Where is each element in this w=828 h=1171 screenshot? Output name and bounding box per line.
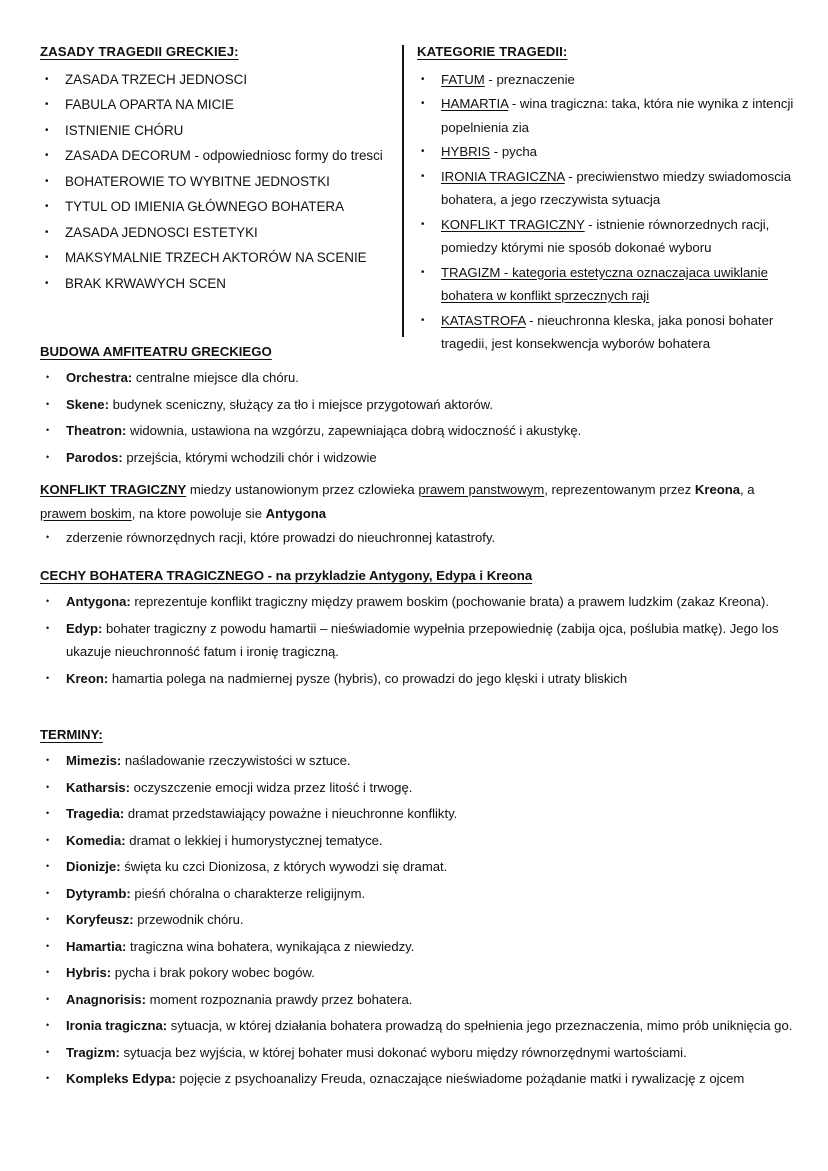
list-item	[40, 246, 390, 270]
list-item	[417, 92, 813, 139]
termin-description: dramat przedstawiający poważne i nieuchronne konflikty.	[124, 806, 458, 822]
zasada-label: ISTNIENIE CHÓRU	[65, 122, 184, 138]
termin-term: Mimezis:	[66, 753, 122, 769]
zasada-label: FABULA OPARTA NA MICIE	[65, 97, 234, 112]
kategoria-term: FATUM	[441, 71, 485, 87]
konflikt-text-3: , a	[740, 482, 755, 497]
termin-term: Tragizm:	[66, 1044, 120, 1060]
paragraph-konflikt-tragiczny	[40, 478, 795, 526]
amfiteatr-element-term: Parodos:	[66, 449, 123, 465]
list-item	[40, 221, 390, 245]
list-item	[40, 617, 795, 664]
termin-term: Katharsis:	[66, 779, 131, 795]
list-item	[417, 213, 813, 260]
konflikt-text-2: , reprezentowanym przez	[544, 482, 695, 497]
list-item	[40, 882, 795, 906]
amfiteatr-element-description: przejścia, którymi wchodzili chór i widzowie	[122, 449, 377, 465]
termin-description: naśladowanie rzeczywistości w sztuce.	[121, 753, 351, 769]
konflikt-bold-antygona: Antygona	[265, 506, 326, 521]
termin-description: oczyszczenie emocji widza przez litość i trwogę.	[130, 779, 413, 795]
section-budowa-amfiteatru	[40, 343, 795, 472]
konflikt-text-1: miedzy ustanowionym przez czlowieka	[186, 482, 419, 497]
heading-kategorie-tragedii: KATEGORIE TRAGEDII:	[417, 44, 568, 59]
termin-term: Hybris:	[66, 965, 112, 981]
list-item	[40, 393, 795, 417]
amfiteatr-element-description: budynek sceniczny, służący za tło i miejsce przygotowań aktorów.	[108, 396, 493, 412]
list-item	[40, 749, 795, 773]
amfiteatr-element-term: Skene:	[66, 396, 109, 412]
list-item	[40, 1041, 795, 1065]
list-item	[40, 526, 795, 550]
konflikt-text-4: , na ktore powoluje sie	[131, 506, 266, 521]
kategoria-description: - preciwienstwo miedzy swiadomoscia bohatera, a jego rzeczywista sytuacja	[441, 168, 792, 207]
list-item	[40, 119, 390, 143]
list-item	[40, 590, 795, 614]
kategoria-term: KATASTROFA	[441, 312, 526, 328]
kategoria-term: KONFLIKT TRAGICZNY	[441, 216, 585, 232]
list-item	[40, 802, 795, 826]
zasada-label: BOHATEROWIE TO WYBITNE JEDNOSTKI	[65, 173, 330, 189]
cecha-bohatera-description: hamartia polega na nadmiernej pysze (hybris), co prowadzi do jego klęski i utraty bliskich	[108, 670, 628, 686]
cecha-bohatera-description: bohater tragiczny z powodu hamartii – nieświadomie wypełnia przepowiednię (zabija ojca, poślubia matkę). Jego los ukazuje nieuchronność fatum i ironię tragiczną.	[66, 620, 779, 660]
amfiteatr-element-term: Theatron:	[66, 423, 127, 439]
section-cechy-bohatera	[40, 567, 795, 693]
termin-term: Anagnorisis:	[66, 991, 147, 1007]
column-divider-line	[402, 45, 404, 337]
termin-term: Hamartia:	[66, 938, 127, 954]
list-item	[40, 419, 795, 443]
cecha-bohatera-term: Antygona:	[66, 594, 131, 610]
list-item	[417, 140, 813, 164]
section-terminy	[40, 726, 795, 1094]
kategoria-description: - pycha	[490, 144, 538, 159]
termin-description: święta ku czci Dionizosa, z których wywodzi się dramat.	[120, 859, 448, 875]
termin-description: dramat o lekkiej i humorystycznej tematyce.	[125, 832, 383, 848]
list-item	[40, 170, 390, 194]
list-item	[40, 93, 390, 117]
zasada-label: ZASADA JEDNOSCI ESTETYKI	[65, 224, 258, 240]
zasada-label: ZASADA TRZECH JEDNOSCI	[65, 71, 248, 87]
termin-description: sytuacja, w której działania bohatera prowadzą do spełnienia jego przeznaczenia, mimo prób uniknięcia go.	[167, 1018, 793, 1034]
kategoria-term: TRAGIZM	[441, 264, 501, 280]
zasada-label: MAKSYMALNIE TRZECH AKTORÓW NA SCENIE	[65, 250, 367, 265]
termin-term: Komedia:	[66, 832, 126, 848]
list-budowa-amfiteatru	[40, 366, 795, 469]
termin-description: przewodnik chóru.	[133, 912, 244, 928]
heading-budowa-amfiteatru: BUDOWA AMFITEATRU GRECKIEGO	[40, 344, 272, 359]
list-item	[417, 68, 813, 92]
list-cechy-bohatera	[40, 590, 795, 690]
heading-cechy-part-1: CECHY BOHATERA TRAGICZNEGO -	[40, 568, 276, 583]
cecha-bohatera-term: Edyp:	[66, 620, 103, 636]
heading-cechy-bohatera	[40, 567, 795, 584]
list-konflikt-tragiczny	[40, 526, 795, 550]
list-kategorie-tragedii	[417, 68, 813, 356]
top-two-column-block	[0, 0, 828, 351]
list-item	[40, 1014, 795, 1038]
termin-term: Tragedia:	[66, 806, 125, 822]
list-zasady-tragedii	[40, 68, 390, 296]
konflikt-underline-prawem-boskim: prawem boskim	[40, 506, 132, 521]
amfiteatr-element-description: centralne miejsce dla chóru.	[132, 370, 299, 386]
kategoria-term: IRONIA TRAGICZNA	[441, 168, 565, 184]
list-item	[40, 1067, 795, 1091]
kategoria-term: HAMARTIA	[441, 96, 509, 111]
list-item	[417, 165, 813, 212]
column-left-zasady	[40, 44, 390, 297]
kategoria-description: - nieuchronna kleska, jaka ponosi bohater tragedii, jest konsekwencja wyborów bohatera	[441, 312, 774, 351]
list-item	[40, 776, 795, 800]
list-item	[40, 68, 390, 92]
amfiteatr-element-description: widownia, ustawiona na wzgórzu, zapewniająca dobrą widoczność i akustykę.	[126, 423, 582, 439]
list-item	[40, 366, 795, 390]
list-item	[40, 144, 390, 168]
konflikt-bold-kreona: Kreona	[694, 482, 741, 497]
list-item	[40, 988, 795, 1012]
termin-term: Kompleks Edypa:	[66, 1071, 176, 1087]
list-item	[40, 908, 795, 932]
termin-term: Koryfeusz:	[66, 912, 134, 928]
kategoria-description: - istnienie równorzednych racji, pomiedzy którymi nie sposób dokonaé wyboru	[441, 216, 770, 255]
column-right-kategorie	[417, 44, 813, 357]
termin-term: Dionizje:	[66, 859, 121, 875]
termin-description: pycha i brak pokory wobec bogów.	[111, 965, 315, 981]
konflikt-lead-term: KONFLIKT TRAGICZNY	[40, 482, 187, 497]
amfiteatr-element-term: Orchestra:	[66, 370, 133, 386]
termin-term: Ironia tragiczna:	[66, 1018, 168, 1034]
list-item	[40, 272, 390, 296]
heading-cechy-part-2: na przykladzie Antygony, Edypa i Kreona	[275, 568, 533, 583]
kategoria-description: - wina tragiczna: taka, która nie wynika z intencji popelnienia zia	[441, 96, 794, 135]
list-item	[40, 667, 795, 691]
list-item	[417, 261, 813, 308]
list-item	[40, 961, 795, 985]
termin-term: Dytyramb:	[66, 885, 131, 901]
termin-description: pieśń chóralna o charakterze religijnym.	[130, 885, 366, 901]
termin-description: pojęcie z psychoanalizy Freuda, oznaczające nieświadome pożądanie matki i rywalizację z ojcem	[175, 1071, 745, 1087]
zasada-label: TYTUL OD IMIENIA GŁÓWNEGO BOHATERA	[65, 199, 345, 214]
termin-description: sytuacja bez wyjścia, w której bohater musi dokonać wyboru między równorzędnymi wartościami.	[119, 1044, 687, 1060]
zasada-label: ZASADA DECORUM - odpowiedniosc formy do tresci	[65, 148, 383, 163]
konflikt-bullet-text: zderzenie równorzędnych racji, które prowadzi do nieuchronnej katastrofy.	[66, 530, 496, 545]
cecha-bohatera-description: reprezentuje konflikt tragiczny między prawem boskim (pochowanie brata) a prawem ludzkim (zakaz Kreona).	[130, 594, 769, 610]
list-item	[40, 855, 795, 879]
heading-zasady-tragedii: ZASADY TRAGEDII GRECKIEJ:	[40, 44, 239, 59]
list-terminy	[40, 749, 795, 1091]
heading-terminy: TERMINY:	[40, 727, 103, 742]
list-item	[40, 446, 795, 470]
termin-description: tragiczna wina bohatera, wynikająca z niewiedzy.	[126, 938, 415, 954]
konflikt-underline-prawem-panstwowym: prawem panstwowym	[418, 482, 545, 497]
kategoria-description: - kategoria estetyczna oznaczajaca uwiklanie bohatera w konflikt sprzecznych raji	[441, 264, 768, 303]
zasada-label: BRAK KRWAWYCH SCEN	[65, 275, 226, 291]
list-item	[40, 935, 795, 959]
cecha-bohatera-term: Kreon:	[66, 670, 109, 686]
kategoria-term: HYBRIS	[441, 144, 491, 159]
section-konflikt-tragiczny	[40, 478, 795, 553]
kategoria-description: - preznaczenie	[484, 71, 575, 87]
list-item	[40, 829, 795, 853]
termin-description: moment rozpoznania prawdy przez bohatera.	[146, 991, 413, 1007]
list-item	[40, 195, 390, 219]
